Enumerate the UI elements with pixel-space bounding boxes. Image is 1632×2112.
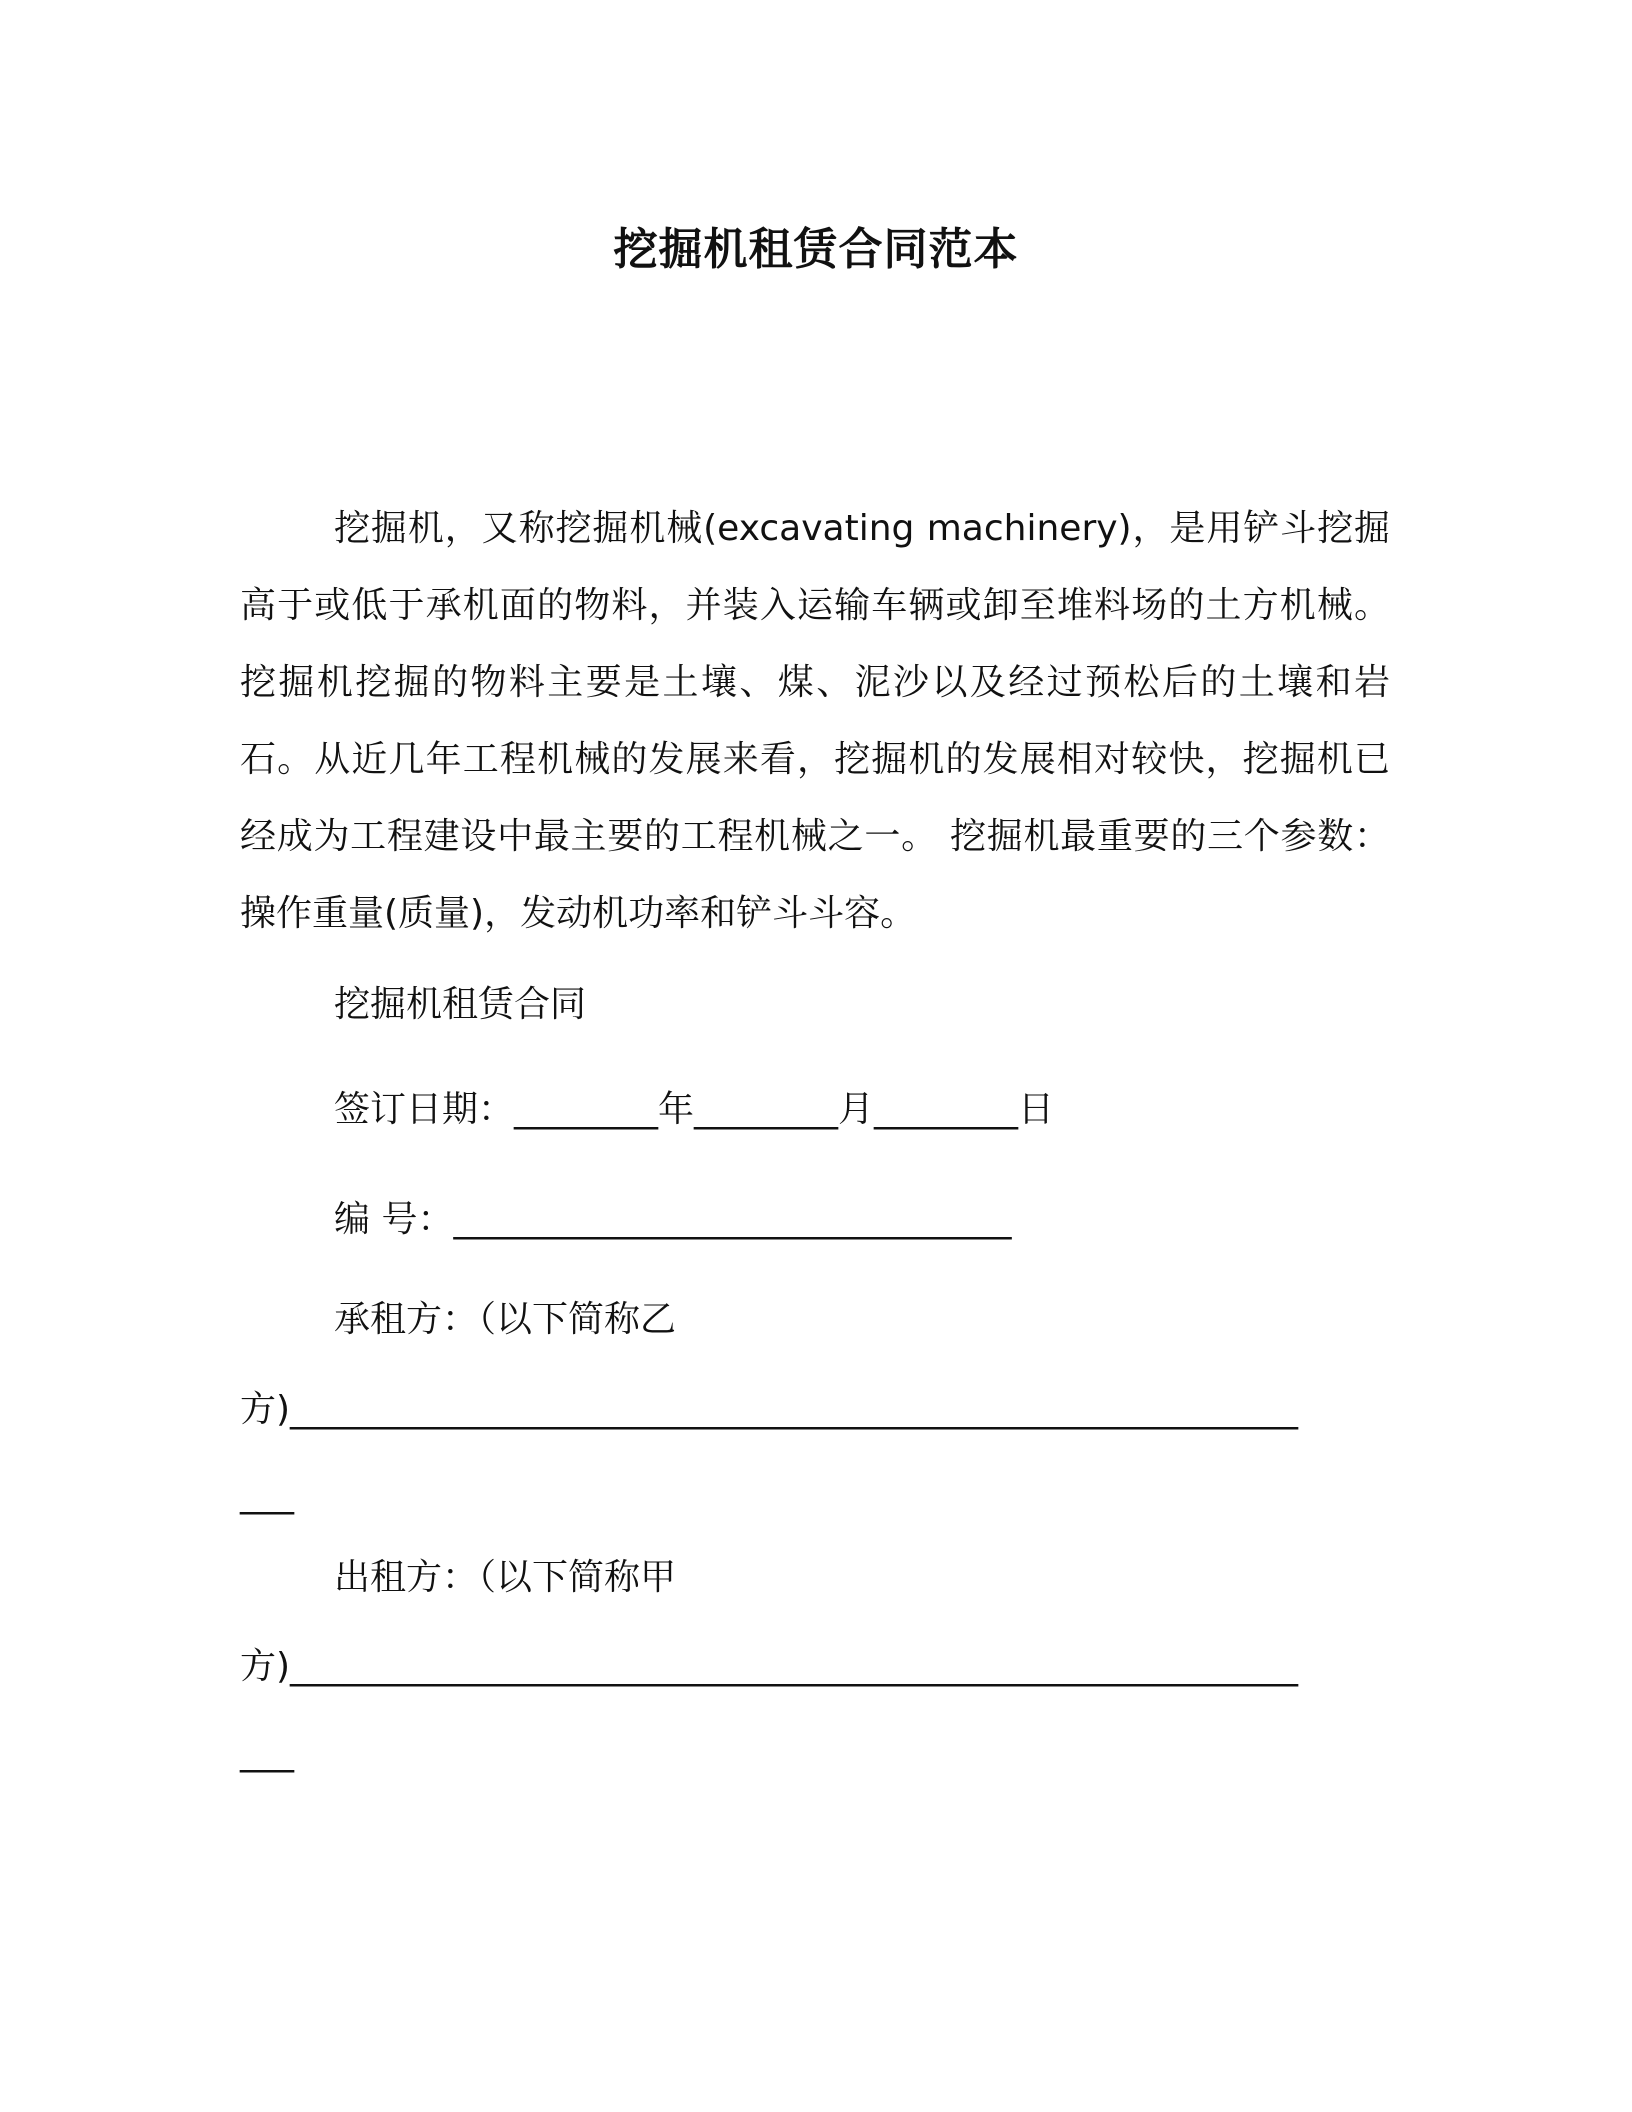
lessee-blank: 方)________________________________________________________ (240, 1389, 1299, 1430)
lessor-label: 出租方：（以下简称甲 (334, 1557, 677, 1598)
lessor-blank: 方)________________________________________________________ (240, 1646, 1299, 1687)
sign-date-field: 签订日期：________年________月________日 (334, 1089, 1055, 1130)
document-title: 挖掘机租赁合同范本 (613, 224, 1019, 275)
contract-number-field: 编 号：_______________________________ (334, 1199, 1012, 1240)
intro-paragraph: 挖掘机，又称挖掘机械(excavating machinery)，是用铲斗挖掘高于或低于承机面的物料，并装入运输车辆或卸至堆料场的土方机械。挖掘机挖掘的物料主要是土壤、煤、泥沙以及经过预松后的土壤和岩石。从近几年工程机械的发展来看，挖掘机的发展相对较快，挖掘机已经成为工程建设中最主要的工程机械之一。 挖掘机最重要的三个参数：操作重量(质量)，发动机功率和铲斗斗容。 (240, 508, 1390, 934)
lessor-blank-continued: ___ (240, 1732, 294, 1773)
lessee-label: 承租方：（以下简称乙 (334, 1299, 677, 1340)
lessee-blank-continued: ___ (240, 1474, 294, 1515)
contract-heading: 挖掘机租赁合同 (334, 984, 587, 1025)
